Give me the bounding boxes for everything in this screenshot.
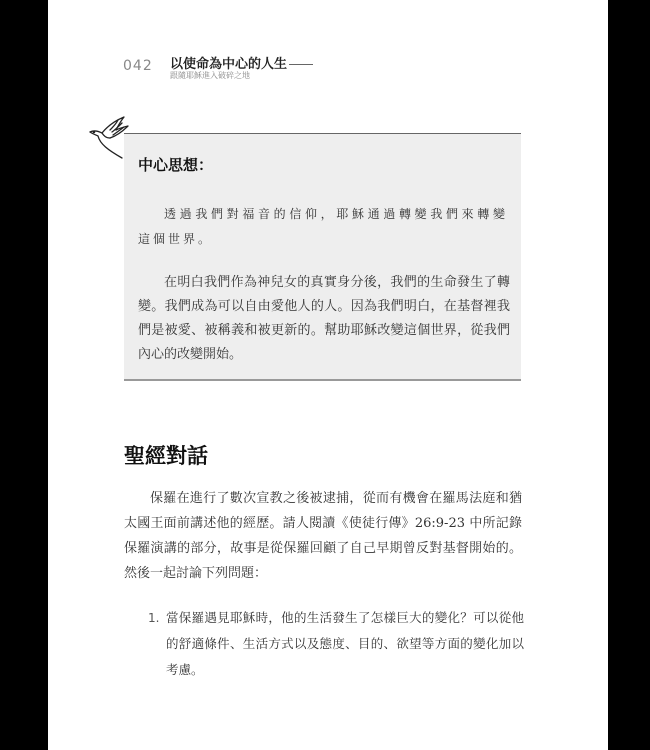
question-number: 1. [148,611,160,625]
key-thought-paragraph-2: 在明白我們作為神兒女的真實身分後，我們的生命發生了轉變。我們成為可以自由愛他人的人。因為我們明白，在基督裡我們是被愛、被稱義和被更新的。幫助耶穌改變這個世界，從我們內心的改變開始。 [138,275,510,362]
title-dash [289,64,313,65]
key-thought-box [124,133,521,381]
key-thought-paragraph-1: 透過我們對福音的信仰，耶穌通過轉變我們來轉變這個世界。 [138,207,508,246]
page-number: 042 [123,58,153,74]
question-text: 當保羅遇見耶穌時，他的生活發生了怎樣巨大的變化？可以從他的舒適條件、生活方式以及態度、目的、欲望等方面的變化加以考慮。 [166,610,524,677]
book-title-text: 以使命為中心的人生 [170,57,288,72]
key-thought-title: 中心思想： [138,156,214,174]
section-heading: 聖經對話 [124,443,208,468]
discussion-question-list [148,605,524,683]
section-intro-paragraph: 保羅在進行了數次宣教之後被逮捕，從而有機會在羅馬法庭和猶太國王面前講述他的經歷。請人閱讀《使徒行傳》26:9-23 中所記錄保羅演講的部分，故事是從保羅回顧了自己早期曾反對基督開始的。然後一起討論下列問題： [124,491,522,581]
discussion-question [148,605,524,683]
running-head-subtitle: 跟隨耶穌進入破碎之地 [170,71,250,80]
